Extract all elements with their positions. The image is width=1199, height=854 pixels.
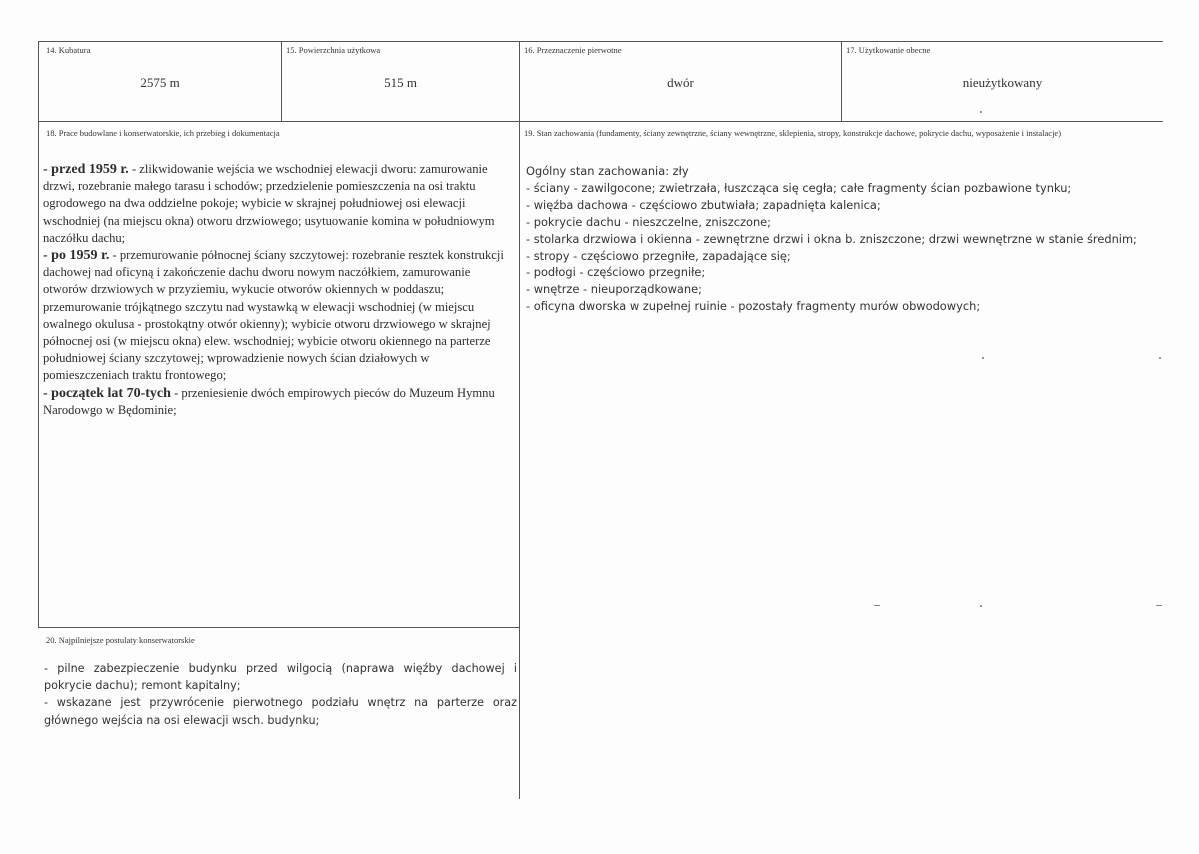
section18-paragraph-3: przemurowanie trójkątnego szczytu nad wystawką w elewacji wschodniej (w miejscu owalnego okulusa - prostokątny otwór okienny); wybicie otworu drzwiowego w skrajnej północnej osi (w miejscu okna) elew. wschodniej; wybicie otworu okiennego na parterze południowej ściany szczytowej; wprowadzienie nowych ścian działowych w pomieszczeniach traktu frontowego; xyxy=(43,299,491,383)
section19-line: - stropy - częściowo przegniłe, zapadające się; xyxy=(526,248,791,263)
scan-speck xyxy=(980,605,982,607)
przeznaczenie-label: 16. Przeznaczenie pierwotne xyxy=(524,45,622,55)
section19-line: - więźba dachowa - częściowo zbutwiała; zapadnięta kalenica; xyxy=(526,197,881,212)
powierzchnia-value: 515 m xyxy=(384,75,417,90)
uzytkowanie-label: 17. Użytkowanie obecne xyxy=(846,45,931,55)
section20-line: - pilne zabezpieczenie budynku przed wilgocią (naprawa więźby dachowej i pokrycie dachu); remont kapitalny; xyxy=(44,662,517,693)
section18-date-3: - początek lat 70-tych xyxy=(43,385,171,401)
section18-date-1: - przed 1959 r. xyxy=(43,162,129,177)
section18-paragraph-1: - przed 1959 r. - zlikwidowanie wejścia we wschodniej elewacji dworu: zamurowanie drzwi, rozebranie małego tarasu i schodów; przedzielenie pomieszczenia na osi traktu ogrodowego na dwa oddzielne pokoje; wybicie w skrajnej południowej osi elewacji wschodniej (na miejscu okna) otworu drzwiowego; usytuowanie komina w południowym naczółku dachu; xyxy=(43,162,495,245)
scan-speck xyxy=(980,111,982,113)
col-divider-center xyxy=(519,41,520,799)
przeznaczenie-value: dwór xyxy=(667,75,694,90)
section18-paragraph-2: - po 1959 r. - przemurowanie północnej ściany szczytowej: rozebranie resztek konstrukcji dachowej nad oficyną i zakończenie dachu dworu nowym naczółkiem, zamurowanie otworów drzwiowych w przyziemiu, wykucie otworów okiennych w poddaszu; xyxy=(43,248,504,297)
uzytkowanie-value: nieużytkowany xyxy=(962,75,1043,90)
section19-line: - ściany - zawilgocone; zwietrzała, łuszcząca się cegła; całe fragmenty ścian pozbawione tynku; xyxy=(526,180,1072,195)
top-rule xyxy=(38,41,1163,42)
section20-line: - wskazane jest przywrócenie pierwotnego podziału wnętrz na parterze oraz głównego wejścia na osi elewacji wsch. budynku; xyxy=(44,696,517,727)
scan-speck xyxy=(982,357,984,359)
section19-line: Ogólny stan zachowania: zły xyxy=(526,164,689,178)
section19-body xyxy=(526,163,1160,315)
header-row-bottom-rule xyxy=(38,121,1163,122)
section18-label: 18. Prace budowlane i konserwatorskie, ich przebieg i dokumentacja xyxy=(46,128,280,138)
section20-label: 20. Najpilniejsze postulaty konserwatorskie xyxy=(46,635,195,645)
section19-line: - pokrycie dachu - nieszczelne, zniszczone; xyxy=(526,214,772,229)
section19-line: - wnętrze - nieuporządkowane; xyxy=(526,282,702,297)
scan-speck xyxy=(1159,357,1161,359)
section19-line: - podłogi - częściowo przegniłe; xyxy=(526,265,706,280)
kubatura-label: 14. Kubatura xyxy=(46,45,91,55)
scan-speck xyxy=(874,605,880,606)
section19-line: - oficyna dworska w zupełnej ruinie - pozostały fragmenty murów obwodowych; xyxy=(526,299,981,314)
section18-date-2: - po 1959 r. xyxy=(43,248,110,264)
section19-line: - stolarka drzwiowa i okienna - zewnętrzne drzwi i okna b. zniszczone; drzwi wewnętrzne w stanie średnim; xyxy=(526,231,1137,246)
section18-bottom-rule xyxy=(38,627,519,628)
kubatura-value: 2575 m xyxy=(140,75,180,90)
scan-speck xyxy=(1156,605,1162,606)
left-border xyxy=(38,41,39,627)
section18-body xyxy=(43,161,517,419)
section20-body xyxy=(44,660,517,729)
section18-paragraph-4: - początek lat 70-tych - przeniesienie dwóch empirowych pieców do Muzeum Hymnu Narodowgo w Będominie; xyxy=(43,385,495,417)
powierzchnia-label: 15. Powierzchnia użytkowa xyxy=(286,45,381,55)
section19-label: 19. Stan zachowania (fundamenty, ściany zewnętrzne, ściany wewnętrzne, sklepienia, stropy, konstrukcje dachowe, pokrycie dachu, wyposażenie i instalacje) xyxy=(524,128,1062,138)
